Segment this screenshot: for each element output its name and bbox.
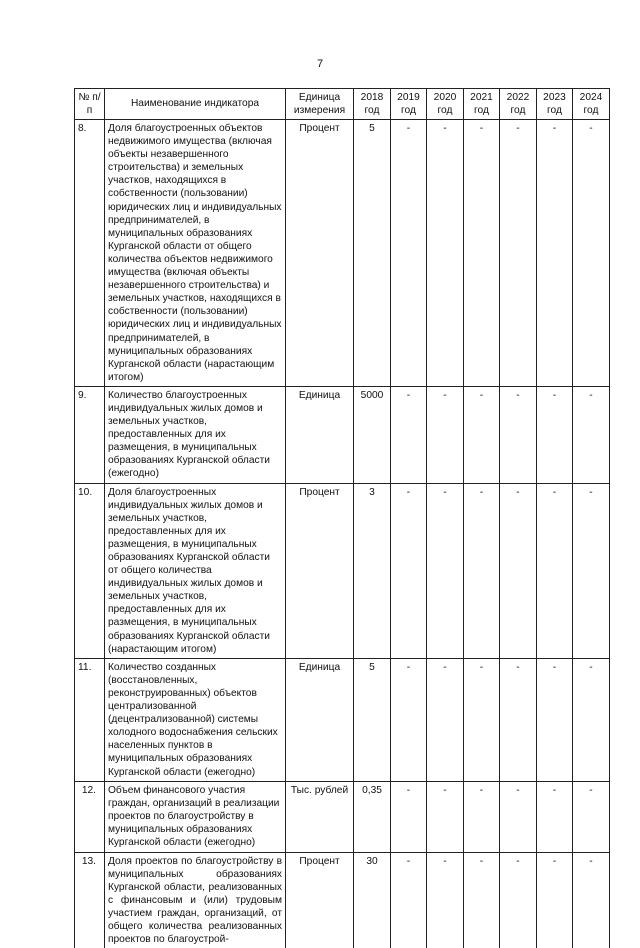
table-row (75, 852, 610, 948)
indicator-name: Доля благоустроенных индивидуальных жилых домов и земельных участков, предоставленных для их размещения, в муниципальных образованиях Курганской области от общего количества индивидуальных жилых домов и земельных участков, предоставленных для их размещения, в муниципальных образованиях Курганской области (нарастающим итогом) (105, 483, 286, 658)
value-cell: - (573, 781, 610, 852)
value-cell: - (537, 483, 573, 658)
value-cell: - (537, 120, 573, 387)
value-cell: - (427, 852, 464, 948)
value-cell: 5000 (354, 386, 391, 483)
value-cell: - (500, 658, 537, 781)
value-cell: - (573, 483, 610, 658)
value-cell: - (427, 781, 464, 852)
table-row (75, 120, 610, 387)
value-cell: - (391, 386, 427, 483)
row-number: 8. (75, 120, 105, 387)
row-number: 13. (75, 852, 105, 948)
header-year: 2021 год (464, 89, 500, 120)
value-cell: - (573, 852, 610, 948)
value-cell: - (427, 658, 464, 781)
table-header-row (75, 89, 610, 120)
indicator-name: Доля проектов по благоустройству в муниципальных образованиях Курганской области, реализованных с финансовым и (или) трудовым участием граждан, организаций, от общего количества реализованных проектов по благоустрой- (105, 852, 286, 948)
value-cell: - (427, 483, 464, 658)
header-year: 2020 год (427, 89, 464, 120)
value-cell: - (573, 120, 610, 387)
table-row (75, 483, 610, 658)
value-cell: - (500, 120, 537, 387)
value-cell: - (500, 852, 537, 948)
header-name: Наименование индикатора (105, 89, 286, 120)
header-unit: Единица измерения (286, 89, 354, 120)
table-row (75, 658, 610, 781)
table-row (75, 386, 610, 483)
value-cell: - (391, 852, 427, 948)
value-cell: - (464, 658, 500, 781)
value-cell: - (537, 386, 573, 483)
value-cell: - (500, 781, 537, 852)
header-year: 2019 год (391, 89, 427, 120)
value-cell: 5 (354, 120, 391, 387)
value-cell: 0,35 (354, 781, 391, 852)
row-number: 12. (75, 781, 105, 852)
row-number: 9. (75, 386, 105, 483)
value-cell: 3 (354, 483, 391, 658)
unit-cell: Процент (286, 120, 354, 387)
unit-cell: Единица (286, 386, 354, 483)
unit-cell: Единица (286, 658, 354, 781)
header-year: 2022 год (500, 89, 537, 120)
unit-cell: Процент (286, 483, 354, 658)
indicators-table (74, 88, 610, 948)
value-cell: - (573, 386, 610, 483)
value-cell: - (391, 781, 427, 852)
value-cell: - (464, 483, 500, 658)
value-cell: - (391, 483, 427, 658)
value-cell: - (427, 120, 464, 387)
header-year: 2018 год (354, 89, 391, 120)
indicator-name: Объем финансового участия граждан, организаций в реализации проектов по благоустройству в муниципальных образованиях Курганской области (ежегодно) (105, 781, 286, 852)
value-cell: - (391, 658, 427, 781)
indicator-name: Количество созданных (восстановленных, реконструированных) объектов централизованной (децентрализованной) системы холодного водоснабжения сельских населенных пунктов в муниципальных образованиях Курганской области (ежегодно) (105, 658, 286, 781)
page-number: 7 (316, 58, 324, 70)
value-cell: 30 (354, 852, 391, 948)
row-number: 11. (75, 658, 105, 781)
value-cell: - (464, 386, 500, 483)
value-cell: - (427, 386, 464, 483)
header-year: 2023 год (537, 89, 573, 120)
unit-cell: Тыс. рублей (286, 781, 354, 852)
header-num: № п/п (75, 89, 105, 120)
value-cell: - (464, 852, 500, 948)
value-cell: - (537, 852, 573, 948)
value-cell: - (573, 658, 610, 781)
value-cell: 5 (354, 658, 391, 781)
value-cell: - (464, 781, 500, 852)
value-cell: - (500, 483, 537, 658)
value-cell: - (464, 120, 500, 387)
unit-cell: Процент (286, 852, 354, 948)
value-cell: - (537, 658, 573, 781)
indicator-name: Доля благоустроенных объектов недвижимого имущества (включая объекты незавершенного строительства) и земельных участков, находящихся в собственности (пользовании) юридических лиц и индивидуальных предпринимателей, в муниципальных образованиях Курганской области от общего количества объектов недвижимого имущества (включая объекты незавершенного строительства) и земельных участков, находящихся в собственности (пользовании) юридических лиц и индивидуальных предпринимателей, в муниципальных образованиях Курганской области (нарастающим итогом) (105, 120, 286, 387)
indicator-name: Количество благоустроенных индивидуальных жилых домов и земельных участков, предоставленных для их размещения, в муниципальных образованиях Курганской области (ежегодно) (105, 386, 286, 483)
value-cell: - (500, 386, 537, 483)
row-number: 10. (75, 483, 105, 658)
table-row (75, 781, 610, 852)
value-cell: - (537, 781, 573, 852)
value-cell: - (391, 120, 427, 387)
header-year: 2024 год (573, 89, 610, 120)
